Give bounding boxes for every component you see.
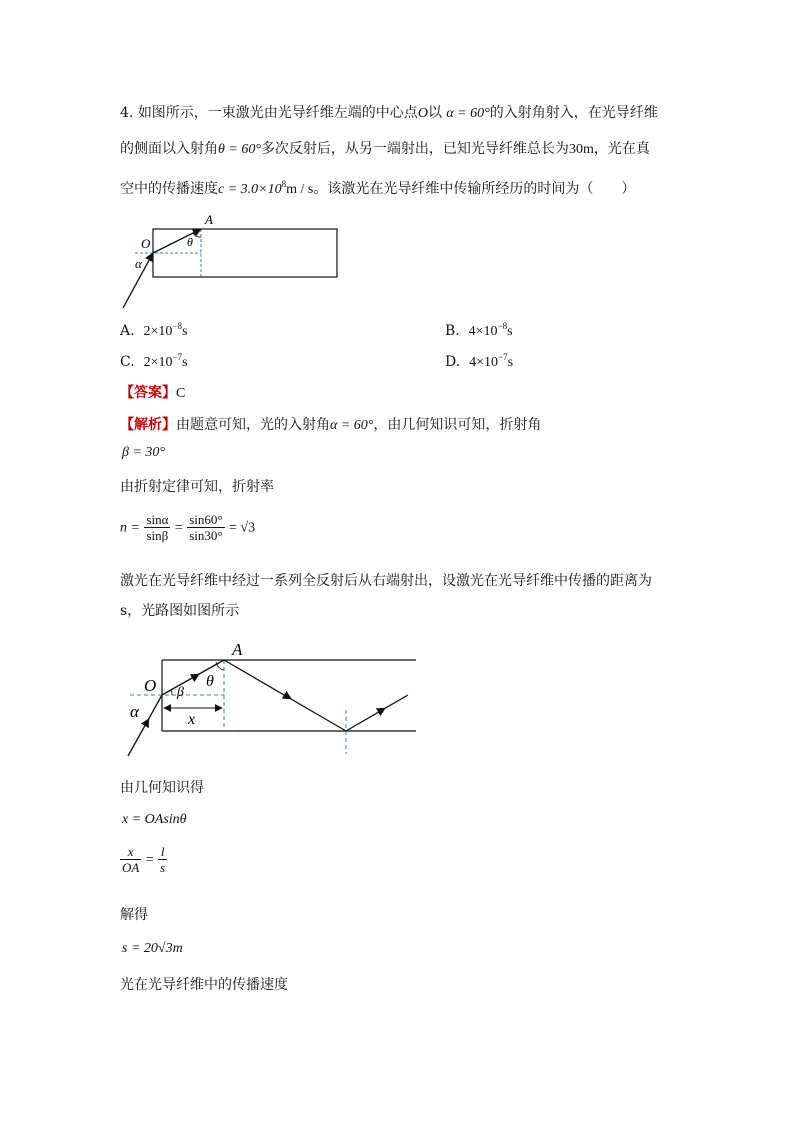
eq-beta: β = 30° <box>122 445 166 460</box>
analysis-line-2: 由折射定律可知，折射率 <box>120 479 274 495</box>
analysis-line-4: s，光路图如图所示 <box>120 603 240 619</box>
analysis-line-6: 解得 <box>120 907 148 923</box>
label-alpha: α <box>135 256 142 271</box>
answer-line <box>120 384 185 403</box>
analysis-line-3: 激光在光导纤维中经过一系列全反射后从右端射出，设激光在光导纤维中传播的距离为 <box>120 573 652 589</box>
refracted-ray <box>153 229 201 253</box>
label-theta: θ <box>187 235 193 249</box>
question-line-3: 空中的传播速度$c = 3.0\times 10^8m / s$。该激光在光导纤维中传输所经历的时间为（ ） <box>120 179 636 197</box>
label-beta: β <box>177 685 184 700</box>
question-line-2: 的侧面以入射角θ = 60°多次反射后，从另一端射出，已知光导纤维总长为30m，光在真 <box>120 141 650 157</box>
analysis-line-7: 光在光导纤维中的传播速度 <box>120 977 288 993</box>
label-A: A <box>232 640 243 659</box>
option-b[interactable]: B. $4\times 10^{-8}s$ <box>445 321 513 339</box>
eq-refractive-index: n = $\frac{\sin\alpha}{\sin\beta}$ = $\frac{\sin 60^\circ}{\sin 30^\circ}$ = √3 <box>120 512 256 543</box>
option-c[interactable]: C. $2\times 10^{-7}s$ <box>120 352 188 370</box>
eq-x: x = OAsinθ <box>122 812 187 827</box>
eq-s: s = 20√3m <box>122 941 183 956</box>
label-O: O <box>144 676 157 695</box>
label-A: A <box>205 212 213 227</box>
option-a[interactable]: A. $2\times 10^{-8}s$ <box>120 321 188 339</box>
option-d[interactable]: D. $4\times 10^{-7}s$ <box>445 352 514 370</box>
ray-up <box>346 695 408 731</box>
ray-oa <box>162 660 224 695</box>
analysis-line-1: 【解析】由题意可知，光的入射角α = 60°，由几何知识可知，折射角 <box>120 417 542 433</box>
fiber-figure-2 <box>120 638 420 760</box>
ray-down <box>224 660 346 731</box>
eq-ratio: $\frac{x}{OA}$ = $\frac{l}{s}$ <box>122 844 166 875</box>
question-number: 4. <box>120 105 134 121</box>
fiber-figure-1 <box>115 210 345 315</box>
label-x: x <box>188 711 196 728</box>
analysis-line-5: 由几何知识得 <box>120 780 204 796</box>
label-alpha: α <box>130 702 139 721</box>
label-O: O <box>141 236 151 251</box>
analysis-tag: 【解析】 <box>120 417 176 433</box>
answer-value: C <box>176 386 186 401</box>
label-theta: θ <box>206 673 214 690</box>
question-line-1: 4. 如图所示，一束激光由光导纤维左端的中心点O以 α = 60°的入射角射入，在光导纤维 <box>120 105 658 121</box>
answer-tag: 【答案】 <box>120 385 176 401</box>
